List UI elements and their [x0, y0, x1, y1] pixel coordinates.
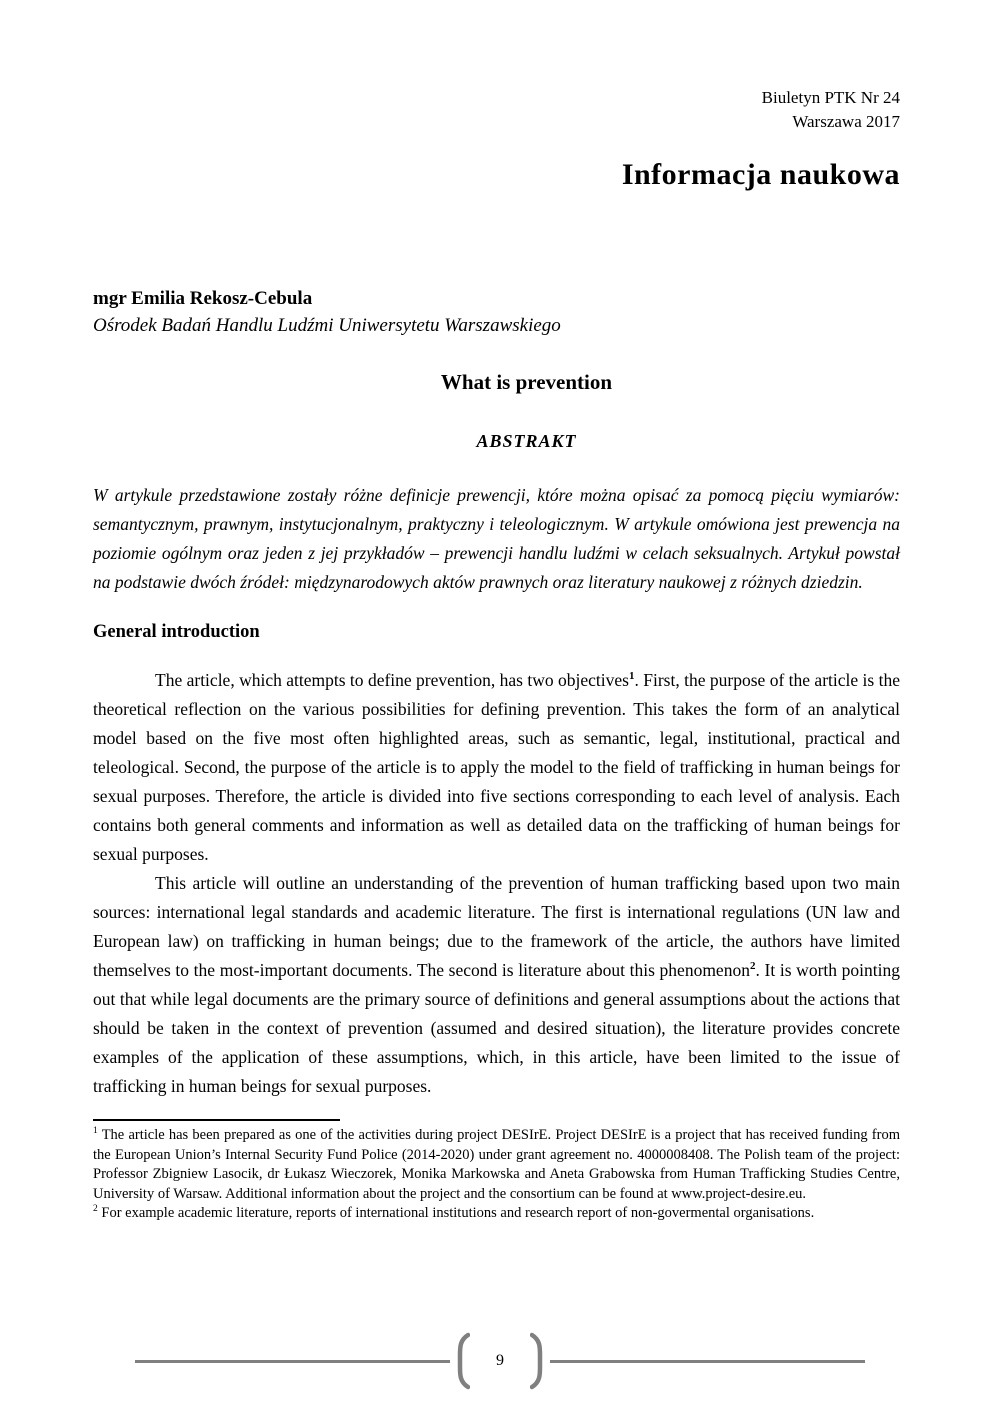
footer-rule-right	[550, 1360, 865, 1363]
bulletin-place-year: Warszawa 2017	[792, 112, 900, 131]
abstract-label: ABSTRAKT	[476, 431, 577, 451]
page-footer	[135, 1332, 865, 1390]
page-number: 9	[496, 1352, 504, 1369]
left-bracket-icon	[454, 1332, 470, 1390]
author-affiliation: Ośrodek Badań Handlu Ludźmi Uniwersytetu Warszawskiego	[93, 315, 561, 336]
footer-rule-left	[135, 1360, 450, 1363]
paragraph-1-text-cont: . First, the purpose of the article is the theoretical reflection on the various possibilities for defining prevention. This takes the form of an analytical model based on the five most often highlighted areas, such as semantic, legal, institutional, practical and teleological. Second, the purpose of the article is to apply the model to the field of trafficking in human beings for sexual purposes. Therefore, the article is divided into five sections corresponding to each level of analysis. Each contains both general comments and information as well as detailed data on the trafficking of human beings for sexual purposes.	[93, 670, 900, 864]
abstract-text: W artykule przedstawione zostały różne definicje prewencji, które można opisać za pomocą pięciu wymiarów: semantycznym, prawnym, instytucjonalnym, praktyczny i teleologicznym. W artykule omówiona jest prewencja na poziomie ogólnym oraz jeden z jej przykładów – prewencji handlu ludźmi w celach seksualnych. Artykuł powstał na podstawie dwóch źródeł: międzynarodowych aktów prawnych oraz literatury naukowej z różnych dziedzin.	[93, 485, 900, 592]
article-title: What is prevention	[440, 370, 613, 394]
footnote-ref-2[interactable]: 2	[749, 960, 756, 973]
header-meta	[93, 86, 900, 134]
section-title: Informacja naukowa	[621, 158, 900, 191]
paragraph-2-text: This article will outline an understanding of the prevention of human trafficking based upon two main sources: international legal standards and academic literature. The first is international regulations (UN law and European law) on trafficking in human beings; due to the framework of the article, the authors have limited themselves to the most-important documents. The second is literature about this phenomenon	[93, 873, 900, 980]
footnote-2-marker: 2	[93, 1204, 98, 1215]
footnotes	[93, 1126, 900, 1224]
footnote-1-text: The article has been prepared as one of the activities during project DESIrE. Project DESIrE is a project that has received funding from the European Union’s Internal Security Fund Police (2014-2020) under grant agreement no. 4000008408. The Polish team of the project: Professor Zbigniew Lasocik, dr Łukasz Wieczorek, Monika Markowska and Aneta Grabowska from Human Trafficking Studies Centre, University of Warsaw. Additional information about the project and the consortium can be found at www.project-desire.eu.	[93, 1127, 900, 1202]
bulletin-title: Biuletyn PTK Nr 24	[761, 88, 900, 107]
paragraph-2-text-cont: . It is worth pointing out that while legal documents are the primary source of definitions and general assumptions about the actions that should be taken in the context of prevention (assumed and desired situation), the literature provides concrete examples of the application of these assumptions, which, in this article, have been limited to the issue of trafficking in human beings for sexual purposes.	[93, 960, 900, 1096]
footnote-2-text: For example academic literature, reports of international institutions and research report of non-govermental organisations.	[97, 1205, 815, 1221]
author-block	[93, 285, 900, 339]
paragraph-1-text: The article, which attempts to define prevention, has two objectives	[155, 670, 629, 690]
body-paragraph-1	[93, 666, 900, 869]
section-heading: General introduction	[93, 622, 260, 642]
footnote-separator	[93, 1119, 340, 1121]
footnote-1	[93, 1126, 900, 1204]
footnote-ref-1[interactable]: 1	[628, 670, 635, 683]
right-bracket-icon	[530, 1332, 546, 1390]
footnote-2	[93, 1204, 900, 1224]
footnote-1-marker: 1	[93, 1126, 98, 1137]
body-paragraph-2	[93, 869, 900, 1101]
author-name: mgr Emilia Rekosz-Cebula	[93, 288, 313, 309]
